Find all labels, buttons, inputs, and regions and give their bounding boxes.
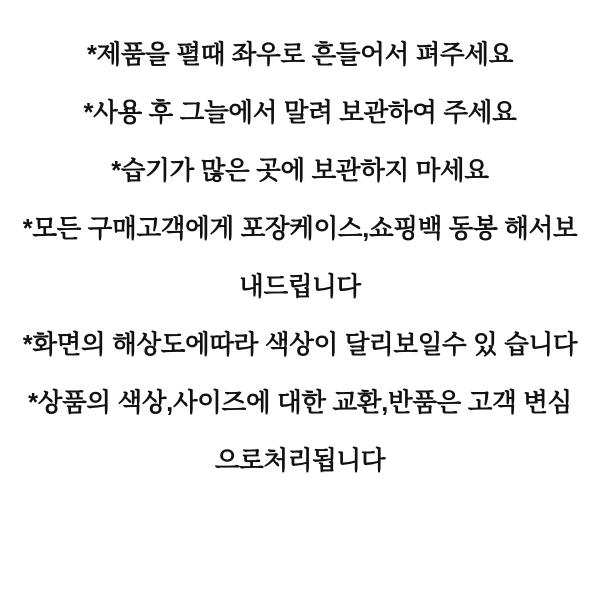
notice-item: *상품의 색상,사이즈에 대한 교환,반품은 고객 변심으로처리됩니다 [28,389,572,475]
notice-item: *제품을 펼때 좌우로 흔들어서 펴주세요 [86,41,514,69]
notice-item: *습기가 많은 곳에 보관하지 마세요 [111,157,489,185]
notice-item: *모든 구매고객에게 포장케이스,쇼핑백 동봉 해서보내드립니다 [22,215,578,301]
notice-item: *사용 후 그늘에서 말려 보관하여 주세요 [83,99,517,127]
notice-item: *화면의 해상도에따라 색상이 달리보일수 있 습니다 [22,331,578,359]
notice-list [16,26,584,490]
